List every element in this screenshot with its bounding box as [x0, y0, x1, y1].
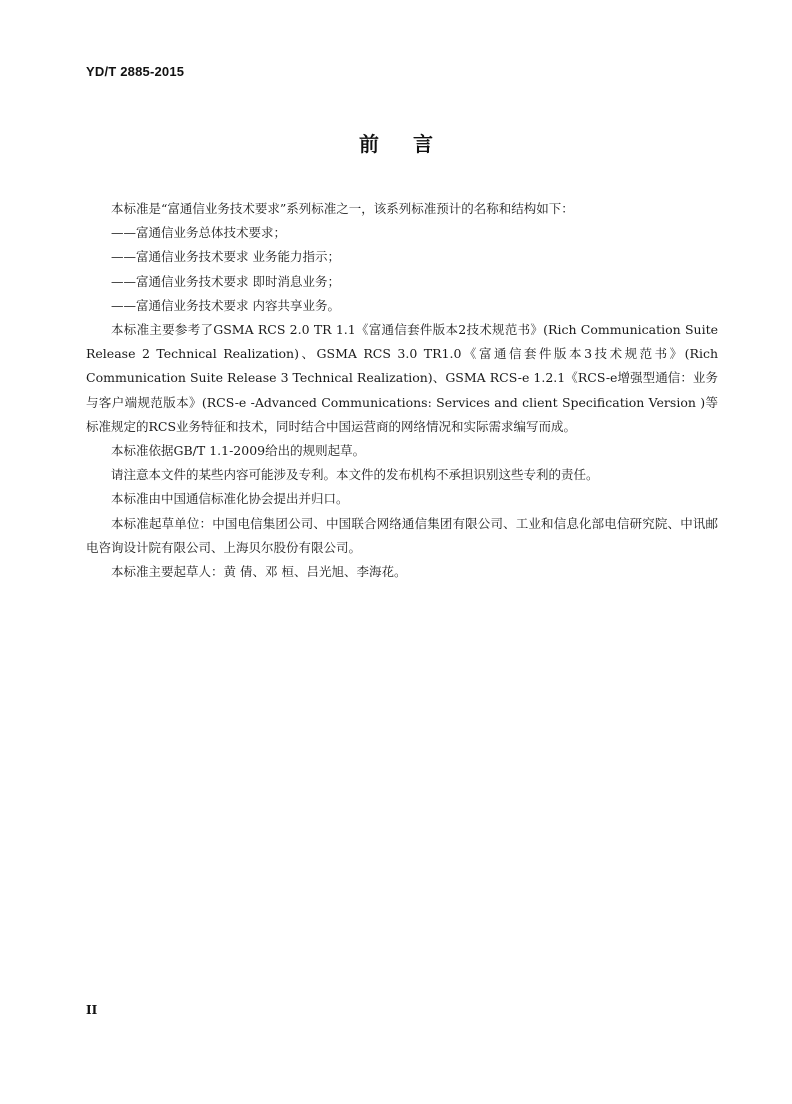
standard-code-header: YD/T 2885-2015 — [86, 64, 185, 79]
references-paragraph: 本标准主要参考了GSMA RCS 2.0 TR 1.1《富通信套件版本2技术规范书》(Rich Communication Suite Release 2 Technical Realization)、GSMA RCS 3.0 TR1.0《富通信套件版本3技术规范书》(Rich Communication Suite Release 3 Technical Realization)、GSMA RCS-e 1.2.1《RCS-e增强型通信：业务与客户端规范版本》(RCS-e -Advanced Communications: Services and client Specification Version )等标准规定的RCS业务特征和技术，同时结合中国运营商的网络情况和实际需求编写而成。 — [86, 322, 718, 434]
page-number: II — [86, 1003, 98, 1017]
proposer-paragraph: 本标准由中国通信标准化协会提出并归口。 — [111, 491, 349, 507]
drafting-units-paragraph: 本标准起草单位：中国电信集团公司、中国联合网络通信集团有限公司、工业和信息化部电信研究院、中讯邮电咨询设计院有限公司、上海贝尔股份有限公司。 — [86, 515, 718, 555]
series-item-content-sharing: ——富通信业务技术要求 内容共享业务。 — [111, 297, 340, 313]
intro-paragraph: 本标准是“富通信业务技术要求”系列标准之一，该系列标准预计的名称和结构如下： — [111, 201, 574, 216]
series-item-capability: ——富通信业务技术要求 业务能力指示； — [111, 249, 340, 265]
drafters-paragraph: 本标准主要起草人：黄 倩、邓 桓、吕光旭、李海花。 — [111, 564, 407, 580]
drafting-rules-paragraph: 本标准依据GB/T 1.1-2009给出的规则起草。 — [111, 443, 366, 459]
series-item-messaging: ——富通信业务技术要求 即时消息业务； — [111, 273, 340, 289]
patent-notice-paragraph: 请注意本文件的某些内容可能涉及专利。本文件的发布机构不承担识别这些专利的责任。 — [111, 467, 599, 483]
page-title: 前言 — [359, 132, 467, 156]
series-item-general: ——富通信业务总体技术要求； — [111, 225, 287, 241]
foreword-body — [86, 197, 718, 584]
